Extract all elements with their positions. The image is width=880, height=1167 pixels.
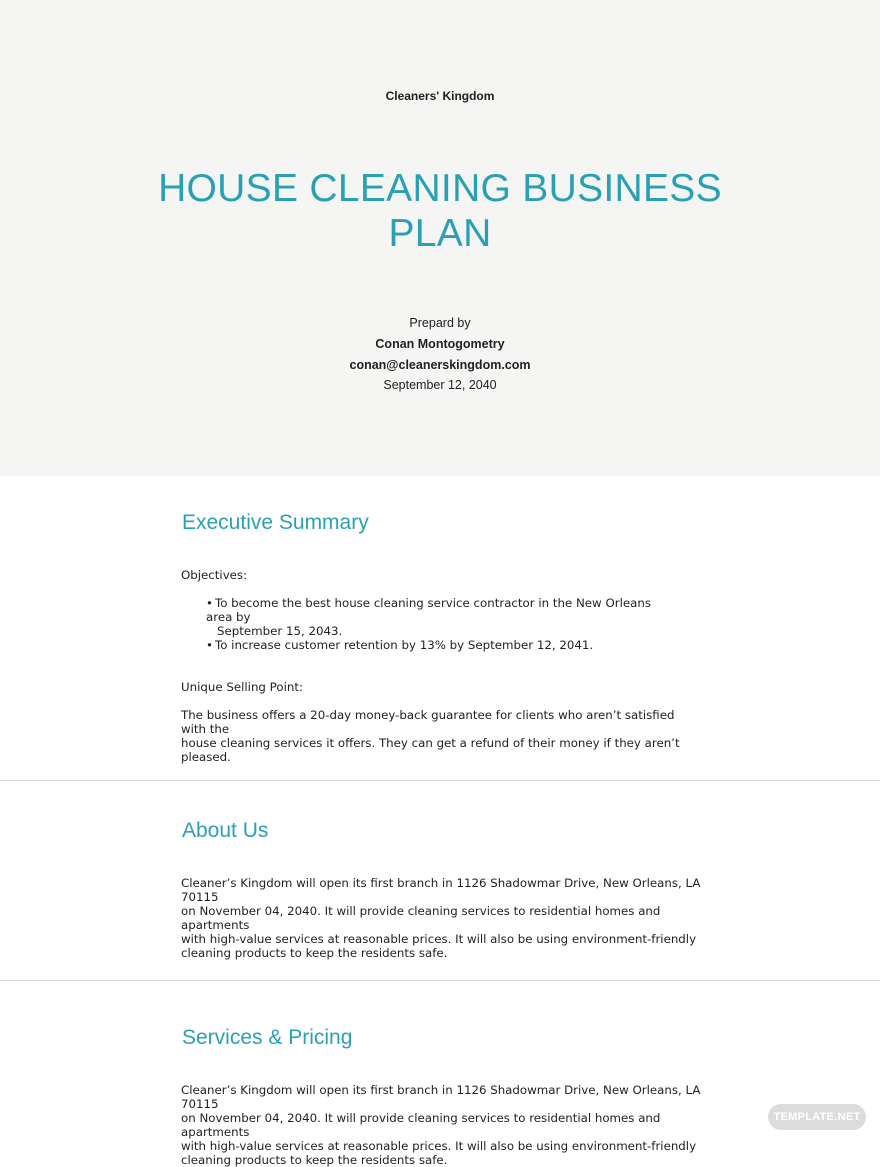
objective-text: To increase customer retention by 13% by September 12, 2041. (215, 638, 594, 652)
author-email: conan@cleanerskingdom.com (349, 358, 531, 372)
paragraph-line: cleaning products to keep the residents safe. (181, 1153, 448, 1167)
document-date: September 12, 2040 (383, 378, 497, 392)
paragraph-line: house cleaning services it offers. They can get a refund of their money if they aren’t pleased. (181, 736, 680, 764)
paragraph-line: on November 04, 2040. It will provide cleaning services to residential homes and apartments (181, 904, 661, 932)
paragraph-line: The business offers a 20-day money-back guarantee for clients who aren’t satisfied with the (181, 708, 675, 736)
about-us-heading: About Us (182, 819, 269, 842)
paragraph-line: Cleaner’s Kingdom will open its first branch in 1126 Shadowmar Drive, New Orleans, LA 70115 (181, 876, 701, 904)
prepared-by-label: Prepard by (409, 316, 471, 330)
document-title: HOUSE CLEANING BUSINESS PLAN (158, 167, 722, 255)
company-name: Cleaners' Kingdom (385, 89, 495, 103)
usp-label: Unique Selling Point: (181, 680, 303, 694)
cover-section (0, 0, 880, 476)
bullet-icon: • (206, 596, 213, 610)
paragraph-line: Cleaner’s Kingdom will open its first branch in 1126 Shadowmar Drive, New Orleans, LA 70115 (181, 1083, 701, 1111)
paragraph-line: cleaning products to keep the residents safe. (181, 946, 448, 960)
services-pricing-paragraph (181, 1083, 701, 1167)
paragraph-line: with high-value services at reasonable prices. It will also be using environment-friendly (181, 932, 697, 946)
paragraph-line: with high-value services at reasonable prices. It will also be using environment-friendly (181, 1139, 697, 1153)
bullet-icon: • (206, 638, 213, 652)
objective-text-continued: September 15, 2043. (217, 624, 343, 638)
usp-paragraph (181, 708, 701, 764)
section-divider (0, 780, 880, 781)
executive-summary-heading: Executive Summary (182, 511, 369, 534)
paragraph-line: on November 04, 2040. It will provide cleaning services to residential homes and apartments (181, 1111, 661, 1139)
objectives-label: Objectives: (181, 568, 248, 582)
objective-text: To become the best house cleaning service contractor in the New Orleans area by (206, 596, 651, 624)
list-item (206, 638, 676, 652)
list-item (206, 596, 676, 638)
author-name: Conan Montogometry (375, 337, 505, 351)
section-divider (0, 980, 880, 981)
about-us-paragraph (181, 876, 701, 960)
services-pricing-heading: Services & Pricing (182, 1026, 353, 1049)
template-watermark[interactable]: TEMPLATE.NET (768, 1104, 866, 1130)
